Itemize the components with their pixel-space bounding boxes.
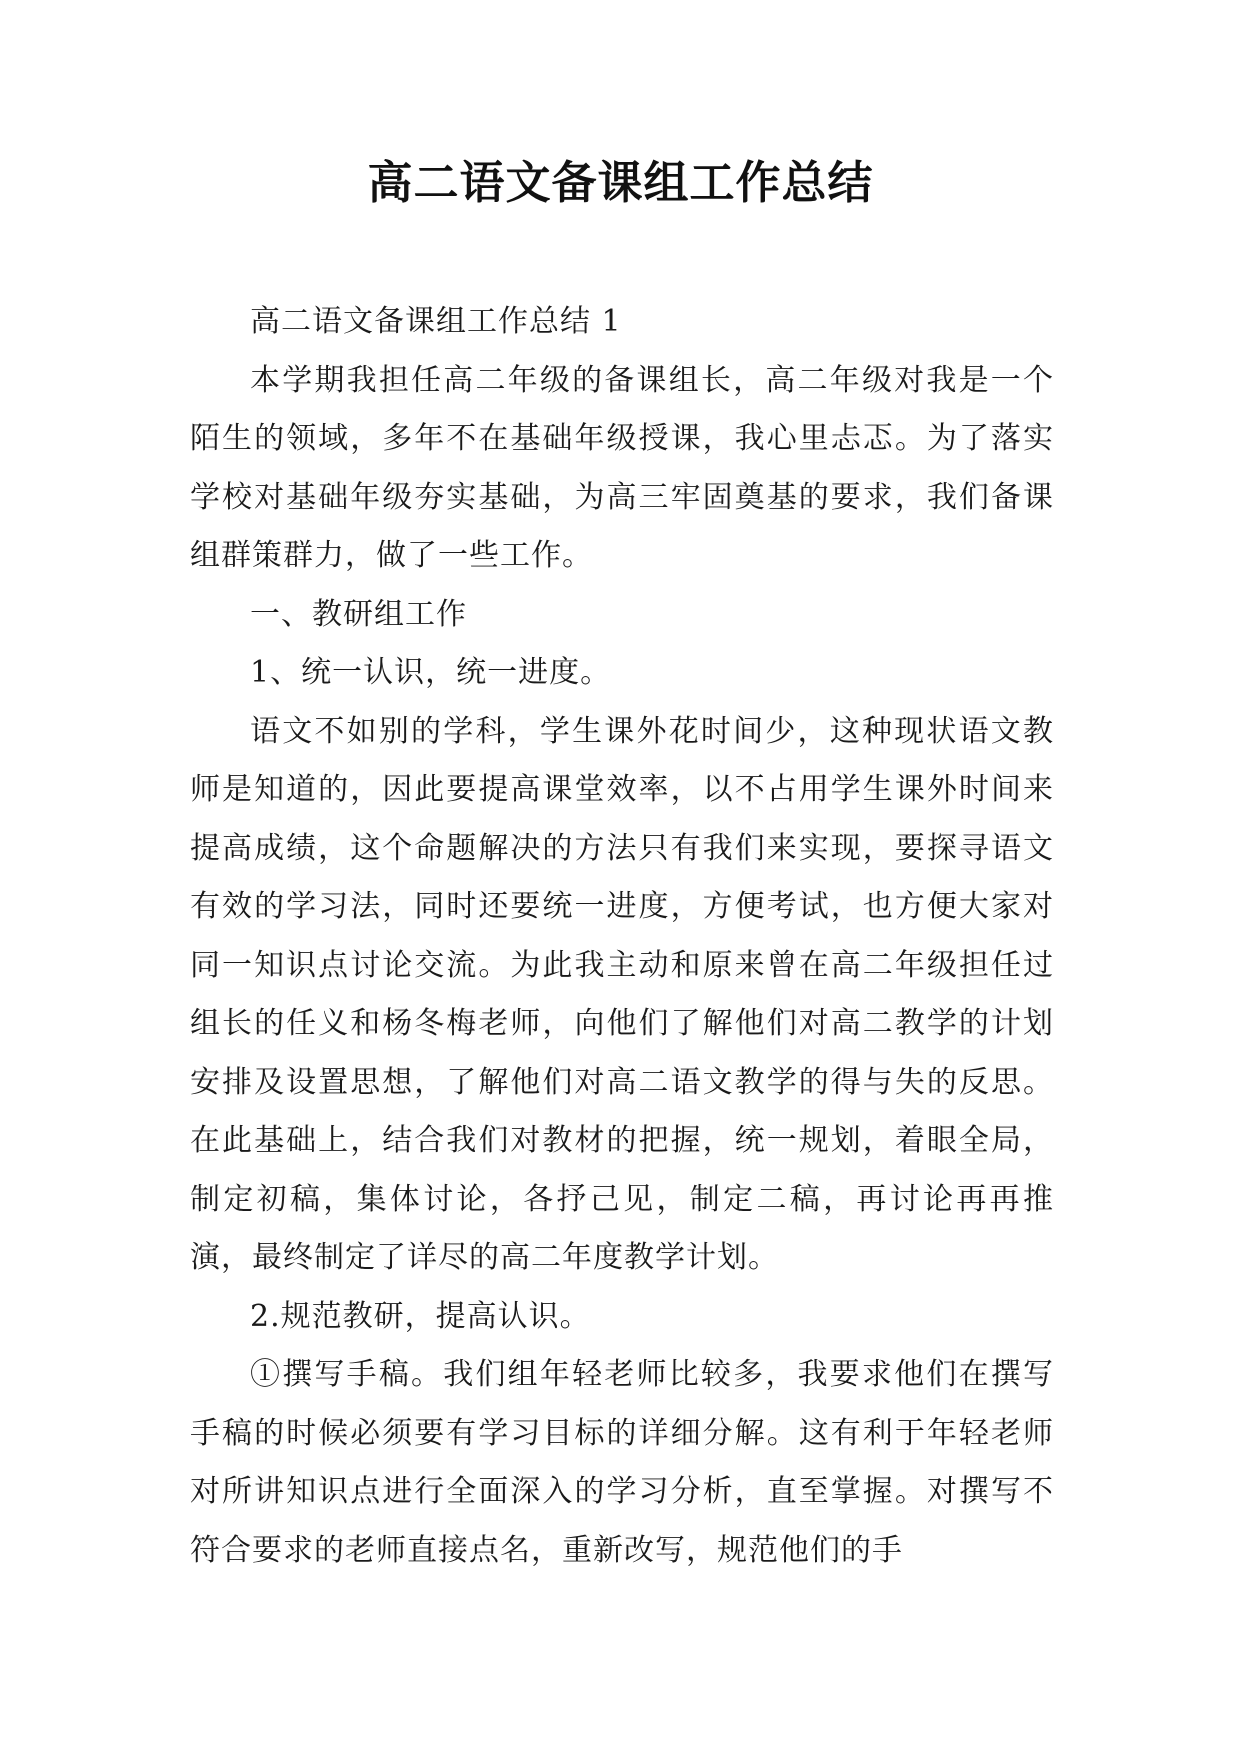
document-body [190,293,1054,1580]
item-heading-1: 1、统一认识，统一进度。 [250,655,612,690]
document-title: 高二语文备课组工作总结 [367,156,874,209]
item-heading-2: 2.规范教研，提高认识。 [250,1298,591,1334]
section-heading: 高二语文备课组工作总结 1 [250,304,622,339]
body-paragraph-2: ①撰写手稿。我们组年轻老师比较多，我要求他们在撰写手稿的时候必须要有学习目标的详细分解。这有利于年轻老师对所讲知识点进行全面深入的学习分析，直至掌握。对撰写不符合要求的老师直接点名，重新改写，规范他们的手 [190,1357,1054,1568]
body-paragraph: 语文不如别的学科，学生课外花时间少，这种现状语文教师是知道的，因此要提高课堂效率，以不占用学生课外时间来提高成绩，这个命题解决的方法只有我们来实现，要探寻语文有效的学习法，同时还要统一进度，方便考试，也方便大家对同一知识点讨论交流。为此我主动和原来曾在高二年级担任过组长的任义和杨冬梅老师，向他们了解他们对高二教学的计划安排及设置思想，了解他们对高二语文教学的得与失的反思。在此基础上，结合我们对教材的把握，统一规划，着眼全局，制定初稿，集体讨论，各抒己见，制定二稿，再讨论再再推演，最终制定了详尽的高二年度教学计划。 [190,713,1054,1275]
subsection-heading: 一、教研组工作 [250,596,467,632]
intro-paragraph: 本学期我担任高二年级的备课组长，高二年级对我是一个陌生的领域，多年不在基础年级授课，我心里忐忑。为了落实学校对基础年级夯实基础，为高三牢固奠基的要求，我们备课组群策群力，做了一些工作。 [190,362,1054,573]
